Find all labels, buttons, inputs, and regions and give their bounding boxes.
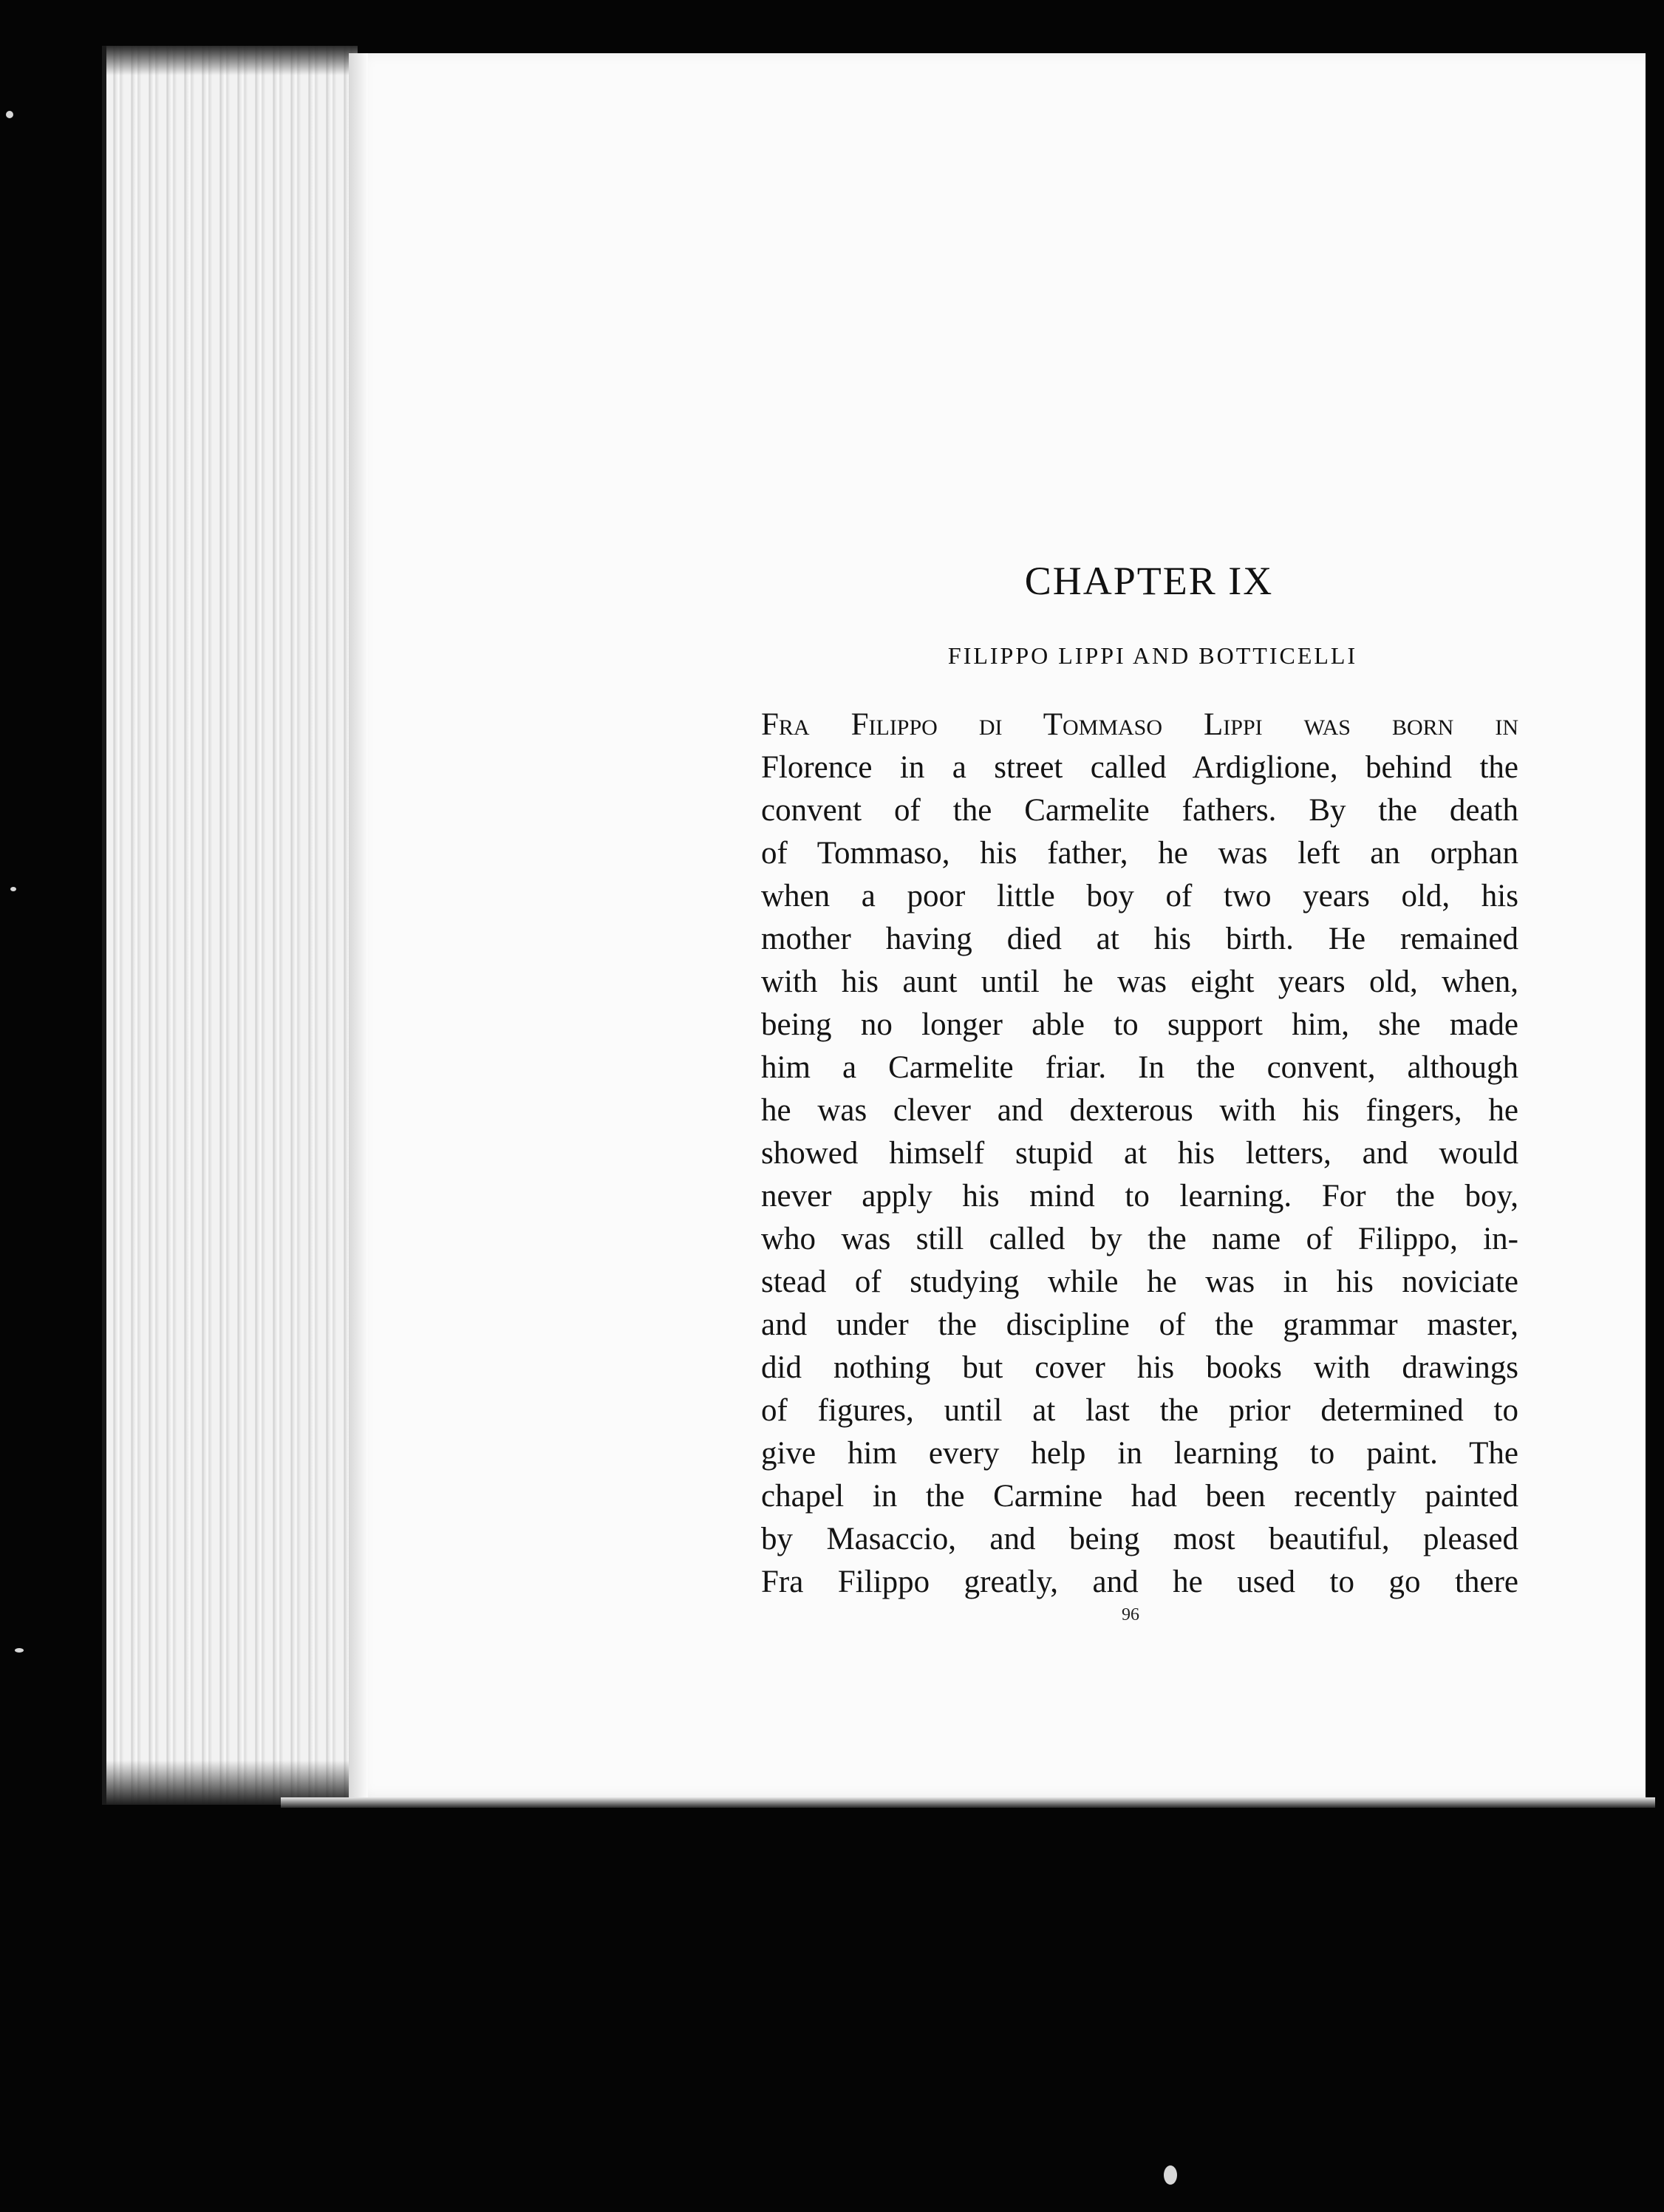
text-line: of Tommaso, his father, he was left an orphan bbox=[761, 836, 1518, 871]
body-text bbox=[761, 704, 1518, 1604]
text-line: being no longer able to support him, she made bbox=[761, 1007, 1518, 1042]
text-line: he was clever and dexterous with his fingers, he bbox=[761, 1093, 1518, 1128]
dust-speck bbox=[1164, 2165, 1177, 2185]
text-line: showed himself stupid at his letters, and would bbox=[761, 1136, 1518, 1171]
text-line: Fra Filippo di Tommaso Lippi was born in bbox=[761, 707, 1518, 742]
chapter-heading: CHAPTER IX bbox=[1024, 559, 1274, 603]
text-line: and under the discipline of the grammar master, bbox=[761, 1307, 1518, 1342]
page-bottom-edge bbox=[281, 1797, 1655, 1808]
dust-speck bbox=[15, 1648, 24, 1653]
dust-speck bbox=[6, 111, 13, 118]
text-line: give him every help in learning to paint. The bbox=[761, 1436, 1518, 1471]
text-line: with his aunt until he was eight years old, when, bbox=[761, 964, 1518, 999]
dust-speck bbox=[10, 887, 16, 891]
text-line: never apply his mind to learning. For the boy, bbox=[761, 1179, 1518, 1214]
text-line: convent of the Carmelite fathers. By the death bbox=[761, 793, 1518, 828]
page-number: 96 bbox=[1122, 1605, 1139, 1624]
text-line: Florence in a street called Ardiglione, behind the bbox=[761, 750, 1518, 785]
text-line: who was still called by the name of Filippo, in- bbox=[761, 1222, 1518, 1256]
text-line: stead of studying while he was in his noviciate bbox=[761, 1265, 1518, 1299]
text-line: by Masaccio, and being most beautiful, pleased bbox=[761, 1522, 1518, 1556]
text-line: of figures, until at last the prior determined to bbox=[761, 1393, 1518, 1428]
text-line: him a Carmelite friar. In the convent, although bbox=[761, 1050, 1518, 1085]
chapter-subtitle: FILIPPO LIPPI AND BOTTICELLI bbox=[947, 642, 1358, 669]
page-fore-edge bbox=[102, 46, 358, 1805]
text-line: when a poor little boy of two years old, his bbox=[761, 879, 1518, 913]
text-line: chapel in the Carmine had been recently painted bbox=[761, 1479, 1518, 1514]
text-line: Fra Filippo greatly, and he used to go there bbox=[761, 1565, 1518, 1599]
text-line: did nothing but cover his books with drawings bbox=[761, 1350, 1518, 1385]
gutter-shadow bbox=[349, 53, 368, 1797]
text-line: mother having died at his birth. He remained bbox=[761, 922, 1518, 956]
